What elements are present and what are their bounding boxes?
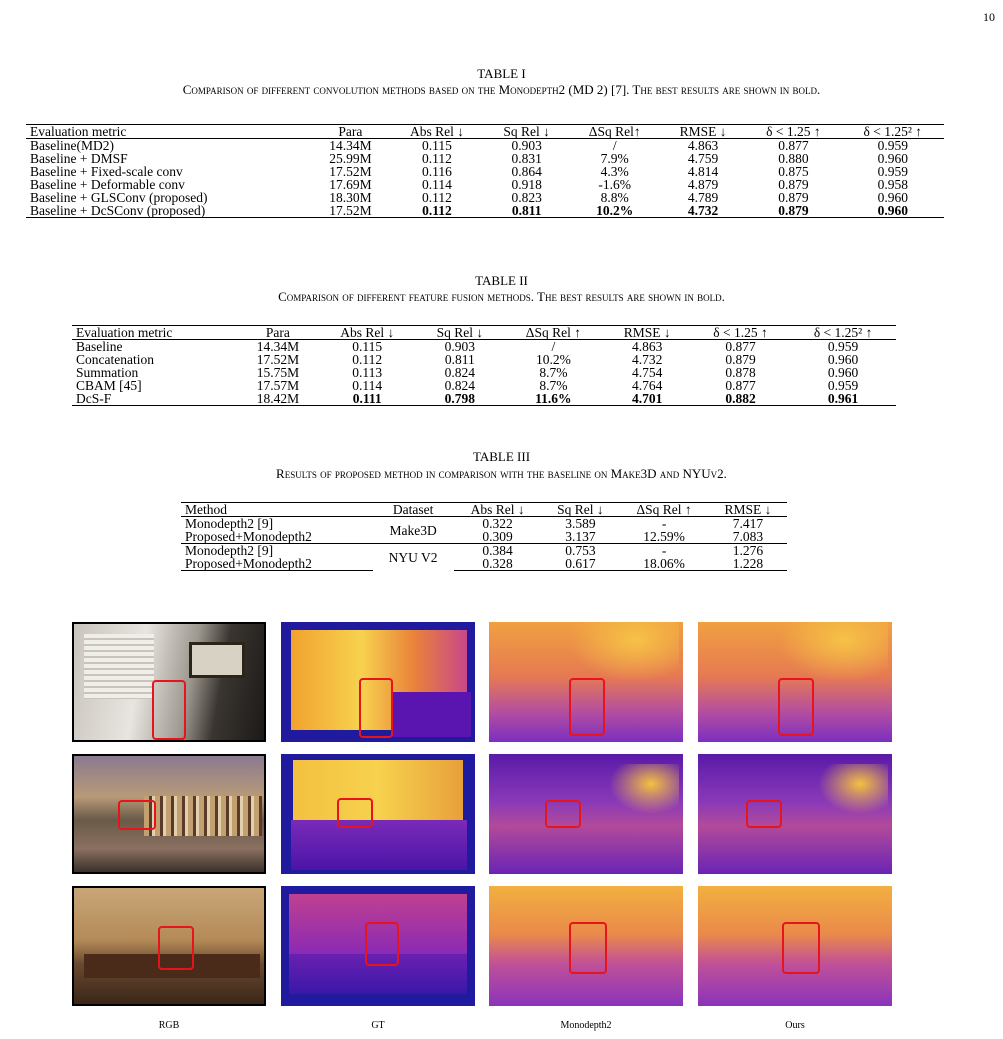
table-cell: 0.882 bbox=[691, 392, 790, 406]
table-cell: Baseline + DMSF bbox=[30, 151, 128, 166]
column-header: RMSE ↓ bbox=[709, 503, 787, 517]
table-row bbox=[26, 139, 944, 153]
table-cell: 0.114 bbox=[422, 177, 452, 192]
table-cell: 0.384 bbox=[454, 544, 542, 558]
table-cell: 15.75M bbox=[256, 365, 300, 380]
table-cell: 4.754 bbox=[632, 365, 663, 380]
table-cell: Baseline + Deformable conv bbox=[30, 177, 185, 192]
table-cell: 0.116 bbox=[422, 164, 452, 179]
table1-label: TABLE I bbox=[477, 66, 526, 81]
table-cell: 0.903 bbox=[511, 138, 542, 153]
rgb-image-1 bbox=[72, 622, 266, 742]
column-header: δ < 1.25² ↑ bbox=[842, 125, 945, 139]
table-cell: 8.8% bbox=[600, 190, 629, 205]
highlight-box bbox=[365, 922, 399, 966]
table-cell: 4.789 bbox=[687, 190, 719, 205]
table-cell: 7.9% bbox=[600, 151, 629, 166]
column-header: δ < 1.25 ↑ bbox=[691, 326, 790, 340]
table-cell: 14.34M bbox=[256, 339, 300, 354]
table1-caption: Comparison of different convolution methods based on the Monodepth2 (MD 2) [7]. The best results are shown in bold. bbox=[182, 82, 821, 97]
column-header: Abs Rel ↓ bbox=[389, 125, 484, 139]
table-row bbox=[72, 340, 896, 354]
table-cell: 0.823 bbox=[511, 190, 542, 205]
column-header: ΔSq Rel ↑ bbox=[503, 326, 603, 340]
table-cell: 0.877 bbox=[725, 339, 756, 354]
table2 bbox=[72, 325, 896, 406]
table-row bbox=[72, 366, 896, 379]
table-cell: 4.863 bbox=[632, 339, 663, 354]
column-header: ΔSq Rel↑ bbox=[569, 125, 661, 139]
table-cell: Baseline + GLSConv (proposed) bbox=[30, 190, 208, 205]
table-cell: Baseline bbox=[76, 339, 123, 354]
table-cell: 18.30M bbox=[329, 190, 372, 205]
table-cell: 14.34M bbox=[329, 138, 372, 153]
table-cell: 0.824 bbox=[444, 378, 476, 393]
table-cell: 4.3% bbox=[600, 164, 629, 179]
table-cell: Baseline + Fixed-scale conv bbox=[30, 164, 183, 179]
column-header: Evaluation metric bbox=[72, 326, 238, 340]
table-cell: 0.877 bbox=[778, 138, 809, 153]
table-row bbox=[72, 379, 896, 392]
highlight-box bbox=[359, 678, 393, 738]
column-header: Sq Rel ↓ bbox=[542, 503, 619, 517]
table-cell: 0.617 bbox=[542, 557, 619, 571]
table-cell: 0.322 bbox=[482, 516, 513, 531]
table-cell: 0.115 bbox=[422, 138, 452, 153]
table2-label: TABLE II bbox=[475, 273, 528, 288]
table-cell: 4.759 bbox=[687, 151, 719, 166]
table-cell: 0.903 bbox=[444, 339, 476, 354]
table-cell: 0.880 bbox=[778, 151, 809, 166]
table-cell: 4.879 bbox=[687, 177, 719, 192]
table-cell: 0.961 bbox=[790, 392, 896, 406]
gt-depth-3 bbox=[281, 886, 475, 1006]
table-cell: 17.69M bbox=[329, 177, 372, 192]
column-header: δ < 1.25 ↑ bbox=[745, 125, 841, 139]
column-header: RMSE ↓ bbox=[661, 125, 746, 139]
table2-caption: Comparison of different feature fusion methods. The best results are shown in bold. bbox=[278, 289, 725, 304]
highlight-box bbox=[337, 798, 373, 828]
table-cell: 4.814 bbox=[687, 164, 719, 179]
table-cell: 1.228 bbox=[709, 557, 787, 571]
table-cell: 1.276 bbox=[709, 544, 787, 558]
ours-depth-2 bbox=[698, 754, 892, 874]
column-header: δ < 1.25² ↑ bbox=[790, 326, 896, 340]
table-cell: 0.875 bbox=[778, 164, 809, 179]
table-cell: / bbox=[551, 339, 556, 354]
table-cell: 0.960 bbox=[877, 151, 908, 166]
table-cell: 0.811 bbox=[444, 352, 475, 367]
column-header: RMSE ↓ bbox=[604, 326, 691, 340]
table-cell: 8.7% bbox=[539, 378, 568, 393]
table-cell: 0.959 bbox=[877, 138, 908, 153]
table-row bbox=[72, 392, 896, 406]
highlight-box bbox=[569, 678, 605, 736]
column-header: Dataset bbox=[373, 503, 454, 517]
table-cell: 0.960 bbox=[827, 365, 859, 380]
table-cell: Proposed+Monodepth2 bbox=[185, 529, 312, 544]
rgb-image-3 bbox=[72, 886, 266, 1006]
table-cell: 0.879 bbox=[778, 177, 809, 192]
table-cell: 0.959 bbox=[827, 378, 859, 393]
column-label-rgb: RGB bbox=[158, 1020, 180, 1031]
table-cell: 0.960 bbox=[877, 190, 908, 205]
table-cell: - bbox=[619, 544, 709, 558]
table-cell: 17.52M bbox=[256, 352, 300, 367]
table-cell: 0.959 bbox=[877, 164, 908, 179]
table-cell: Monodepth2 [9] bbox=[181, 544, 373, 558]
table-cell: 7.083 bbox=[732, 529, 764, 544]
table-cell: Baseline + DcSConv (proposed) bbox=[26, 204, 312, 218]
table-cell: 0.112 bbox=[352, 352, 383, 367]
table-row bbox=[181, 557, 787, 571]
column-header: Evaluation metric bbox=[26, 125, 312, 139]
highlight-box bbox=[569, 922, 607, 974]
table-cell: 0.879 bbox=[778, 190, 809, 205]
monodepth2-depth-1 bbox=[489, 622, 683, 742]
table-cell: 0.113 bbox=[352, 365, 383, 380]
table-cell: 0.753 bbox=[542, 544, 619, 558]
table-cell: - bbox=[661, 516, 667, 531]
table-cell: 17.57M bbox=[256, 378, 300, 393]
table-cell: / bbox=[612, 138, 617, 153]
table-cell: 18.06% bbox=[619, 557, 709, 571]
table-cell: 0.879 bbox=[725, 352, 756, 367]
ours-depth-3 bbox=[698, 886, 892, 1006]
highlight-box bbox=[746, 800, 782, 828]
monodepth2-depth-3 bbox=[489, 886, 683, 1006]
table-cell: 0.879 bbox=[745, 204, 841, 218]
table-cell: DcS-F bbox=[72, 392, 238, 406]
table-cell: 0.877 bbox=[725, 378, 756, 393]
column-header: Abs Rel ↓ bbox=[318, 326, 417, 340]
table-cell: 10.2% bbox=[535, 352, 571, 367]
table-cell: 4.732 bbox=[632, 352, 663, 367]
table-cell: 0.328 bbox=[454, 557, 542, 571]
page-number: 10 bbox=[983, 10, 995, 24]
table-cell: 0.811 bbox=[485, 204, 569, 218]
table-cell: 10.2% bbox=[569, 204, 661, 218]
table3-caption: Results of proposed method in comparison with the baseline on Make3D and NYUv2. bbox=[276, 466, 727, 481]
column-header: Para bbox=[238, 326, 318, 340]
table-cell: 17.52M bbox=[329, 164, 372, 179]
column-header: Para bbox=[312, 125, 390, 139]
table-cell: 25.99M bbox=[329, 151, 372, 166]
column-label-gt: GT bbox=[371, 1020, 385, 1031]
table-cell: 11.6% bbox=[503, 392, 603, 406]
table-cell: 0.111 bbox=[318, 392, 417, 406]
table-cell: 0.959 bbox=[827, 339, 859, 354]
table-cell: 0.958 bbox=[877, 177, 908, 192]
table-cell: 4.764 bbox=[632, 378, 663, 393]
column-header: Sq Rel ↓ bbox=[485, 125, 569, 139]
table-cell: 0.112 bbox=[389, 204, 484, 218]
table3-label: TABLE III bbox=[472, 449, 531, 464]
table-cell: 0.798 bbox=[417, 392, 504, 406]
table-cell: 4.732 bbox=[661, 204, 746, 218]
table-cell: 4.863 bbox=[687, 138, 719, 153]
table-cell: 4.701 bbox=[604, 392, 691, 406]
gt-depth-2 bbox=[281, 754, 475, 874]
table-cell: 0.878 bbox=[725, 365, 756, 380]
table-cell: 12.59% bbox=[643, 529, 685, 544]
table-cell: 0.115 bbox=[352, 339, 383, 354]
table-cell: 3.589 bbox=[565, 516, 596, 531]
gt-depth-1 bbox=[281, 622, 475, 742]
table3 bbox=[181, 502, 787, 571]
table-row bbox=[181, 530, 787, 544]
column-header: Abs Rel ↓ bbox=[454, 503, 542, 517]
table-cell: Proposed+Monodepth2 bbox=[181, 557, 373, 571]
highlight-box bbox=[778, 678, 814, 736]
highlight-box bbox=[158, 926, 194, 970]
table-cell: 0.918 bbox=[511, 177, 542, 192]
table-cell: 0.114 bbox=[352, 378, 383, 393]
table-cell: 8.7% bbox=[539, 365, 568, 380]
table-cell: Summation bbox=[76, 365, 139, 380]
rgb-image-2 bbox=[72, 754, 266, 874]
table-cell: 0.960 bbox=[827, 352, 859, 367]
table-cell: 0.864 bbox=[511, 164, 542, 179]
highlight-box bbox=[545, 800, 581, 828]
dataset-cell: NYU V2 bbox=[373, 544, 454, 571]
table-row bbox=[181, 544, 787, 558]
table-cell: CBAM [45] bbox=[76, 378, 142, 393]
table-cell: -1.6% bbox=[598, 177, 631, 192]
table-cell: 0.309 bbox=[482, 529, 513, 544]
table-cell: 0.824 bbox=[444, 365, 476, 380]
table-cell: 3.137 bbox=[565, 529, 596, 544]
table-cell: Monodepth2 [9] bbox=[185, 516, 274, 531]
table-row bbox=[181, 517, 787, 531]
table1 bbox=[26, 124, 944, 218]
highlight-box bbox=[782, 922, 820, 974]
highlight-box bbox=[118, 800, 156, 830]
table-cell: 0.112 bbox=[422, 151, 452, 166]
table-cell: 17.52M bbox=[312, 204, 390, 218]
column-label-monodepth2: Monodepth2 bbox=[560, 1020, 612, 1031]
column-header: ΔSq Rel ↑ bbox=[619, 503, 709, 517]
table-cell: Concatenation bbox=[76, 352, 154, 367]
table-cell: 0.831 bbox=[511, 151, 542, 166]
table-cell: 0.960 bbox=[842, 204, 945, 218]
ours-depth-1 bbox=[698, 622, 892, 742]
column-label-ours: Ours bbox=[785, 1020, 805, 1031]
table-cell: 7.417 bbox=[732, 516, 764, 531]
table-row bbox=[72, 353, 896, 366]
table-row bbox=[26, 204, 944, 218]
table-cell: Baseline(MD2) bbox=[30, 138, 114, 153]
column-header: Method bbox=[181, 503, 373, 517]
dataset-cell: Make3D bbox=[389, 522, 437, 538]
table-cell: 18.42M bbox=[238, 392, 318, 406]
table-cell: 0.112 bbox=[422, 190, 452, 205]
column-header: Sq Rel ↓ bbox=[417, 326, 504, 340]
highlight-box bbox=[152, 680, 186, 740]
monodepth2-depth-2 bbox=[489, 754, 683, 874]
